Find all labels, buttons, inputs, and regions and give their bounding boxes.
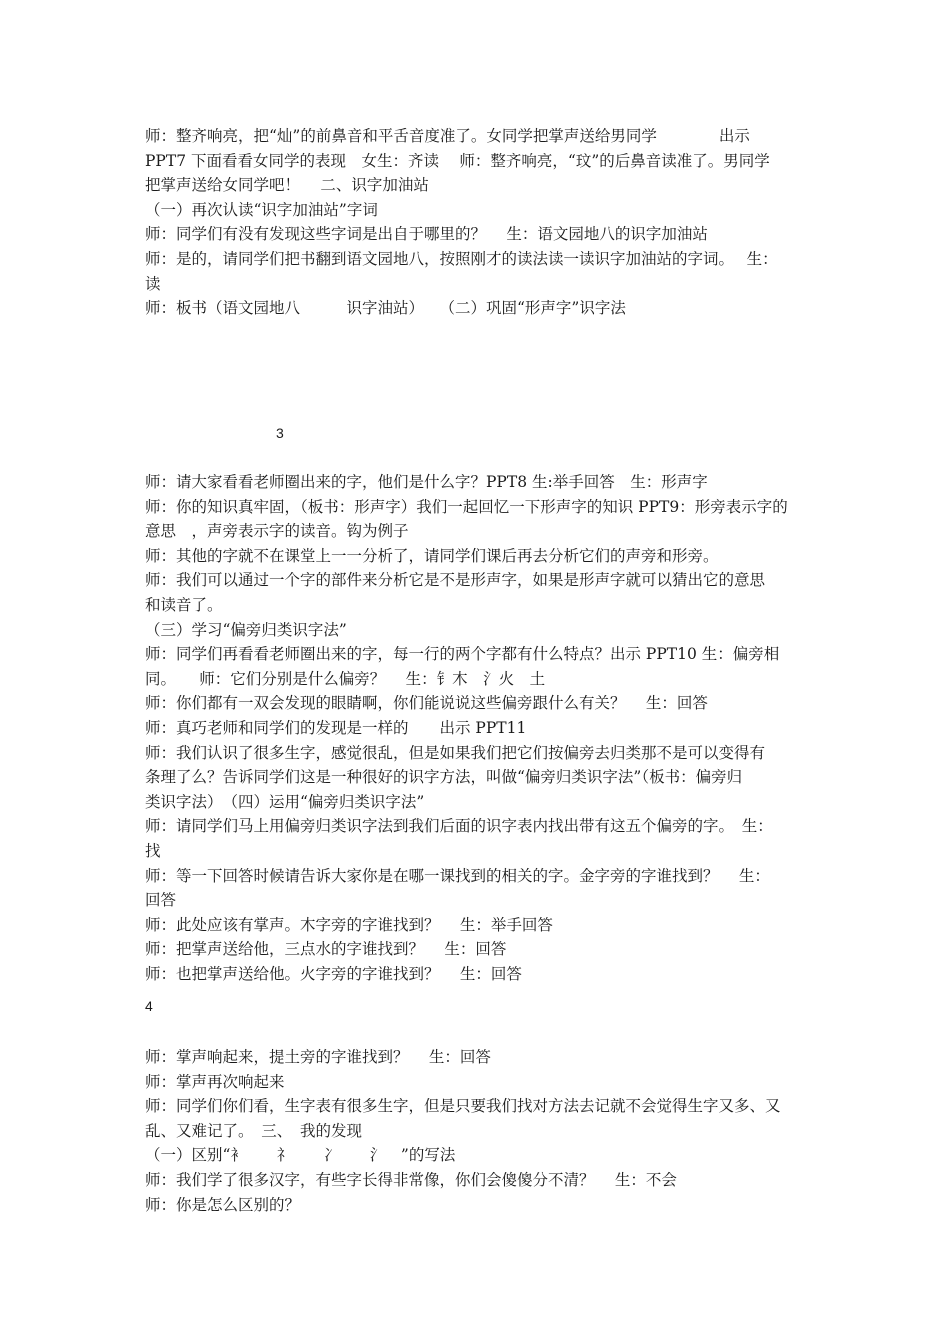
text-line: 师：整齐响亮，把“灿”的前鼻音和平舌音度准了。女同学把掌声送给男同学 出示 — [145, 127, 750, 145]
text-line: 师：此处应该有掌声。木字旁的字谁找到？ 生：举手回答 — [145, 915, 553, 934]
text-line: 师：板书（语文园地八 识字油站） （二）巩固“形声字”识字法 — [145, 299, 626, 318]
text-line: 师：你是怎么区别的？ — [145, 1195, 301, 1214]
text-line: 师：请大家看看老师圈出来的字，他们是什么字？PPT8 生:举手回答 生：形声字 — [145, 473, 708, 491]
text-line: 意思 ，声旁表示字的读音。钩为例子 — [145, 522, 409, 541]
section-heading: （三）学习“偏旁归类识字法” — [145, 620, 347, 639]
text-line: 师：其他的字就不在课堂上一一分析了，请同学们课后再去分析它们的声旁和形旁。 — [145, 546, 719, 565]
text-line: 师：你们都有一双会发现的眼睛啊，你们能说说这些偏旁跟什么有关？ 生：回答 — [145, 694, 708, 713]
text-line: 师：你的知识真牢固，（板书：形声字）我们一起回忆一下形声字的知识 PPT9：形旁表示字的 — [145, 497, 788, 516]
text-line: 师：掌声响起来，提土旁的字谁找到？ 生：回答 — [145, 1048, 491, 1066]
text-line: 师：是的，请同学们把书翻到语文园地八，按照刚才的读法读一读识字加油站的字词。 生： — [145, 249, 778, 268]
text-line: 师：也把掌声送给他。火字旁的字谁找到？ 生：回答 — [145, 964, 522, 983]
section-heading: （一）区别“衤 礻 冫 氵 ”的写法 — [145, 1146, 456, 1165]
text-line: 把掌声送给女同学吧！ 二、识字加油站 — [145, 176, 429, 195]
text-line: 师：掌声再次响起来 — [145, 1072, 285, 1091]
text-line: 师：同学们有没有发现这些字词是出自于哪里的？ 生：语文园地八的识字加油站 — [145, 225, 708, 244]
text-line: 和读音了。 — [145, 595, 223, 614]
text-line: 师：请同学们马上用偏旁归类识字法到我们后面的识字表内找出带有这五个偏旁的字。 生： — [145, 817, 773, 836]
text-line: 找 — [145, 841, 161, 860]
text-line: 师：同学们再看看老师圈出来的字，每一行的两个字都有什么特点？出示 PPT10 生：偏旁相 — [145, 645, 780, 664]
text-line: 师：把掌声送给他，三点水的字谁找到？ 生：回答 — [145, 940, 507, 959]
page-number: 3 — [276, 425, 284, 441]
text-line: 同。 师：它们分别是什么偏旁？ 生：钅木 氵火 土 — [145, 669, 546, 688]
text-line: 师：我们学了很多汉字，有些字长得非常像，你们会傻傻分不清？ 生：不会 — [145, 1170, 677, 1189]
text-line: 乱、又难记了。 三、 我的发现 — [145, 1121, 363, 1140]
text-line: 师：真巧老师和同学们的发现是一样的 出示 PPT11 — [145, 718, 527, 737]
text-line: 师：我们认识了很多生字，感觉很乱，但是如果我们把它们按偏旁去归类那不是可以变得有 — [145, 743, 766, 762]
text-line: 回答 — [145, 891, 177, 910]
section-3 — [145, 1045, 825, 1217]
text-line: 类识字法） （四）运用“偏旁归类识字法” — [145, 792, 425, 811]
page-number: 4 — [145, 998, 153, 1014]
text-line: 师：我们可以通过一个字的部件来分析它是不是形声字，如果是形声字就可以猜出它的意思 — [145, 571, 766, 590]
text-line: 读 — [145, 274, 161, 293]
section-1 — [145, 124, 825, 321]
section-2 — [145, 470, 825, 986]
text-line: 师：等一下回答时候请告诉大家你是在哪一课找到的相关的字。金字旁的字谁找到？ 生： — [145, 866, 770, 885]
text-line: （一）再次认读“识字加油站”字词 — [145, 200, 378, 219]
text-line: 师：同学们你们看，生字表有很多生字，但是只要我们找对方法去记就不会觉得生字又多、又 — [145, 1097, 781, 1116]
text-line: PPT7 下面看看女同学的表现 女生：齐读 师：整齐响亮，“玟”的后鼻音读准了。男同学 — [145, 151, 770, 170]
text-line: 条理了么？告诉同学们这是一种很好的识字方法，叫做“偏旁归类识字法”（板书：偏旁归 — [145, 768, 743, 787]
